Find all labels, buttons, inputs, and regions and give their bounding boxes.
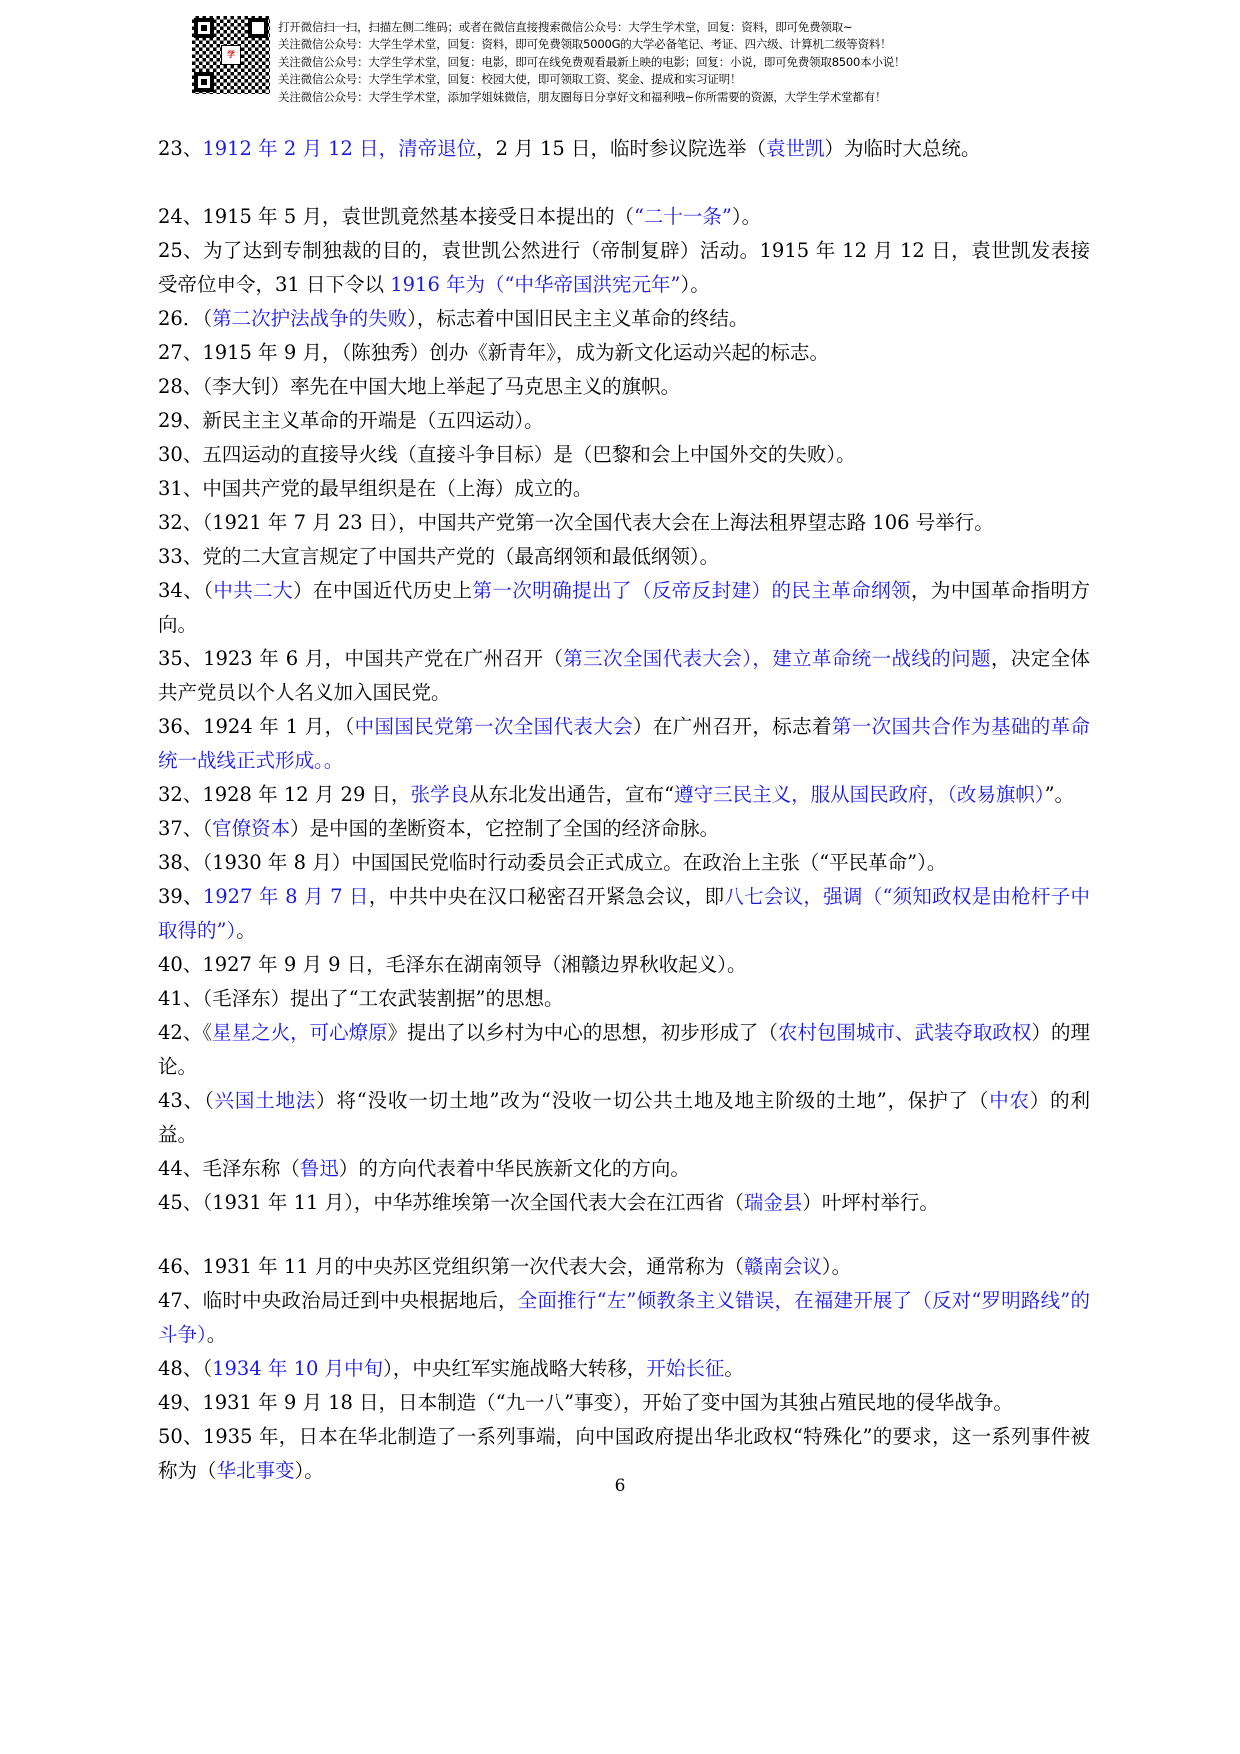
page-number: 6	[614, 1476, 626, 1496]
note-entry-40	[158, 948, 1090, 982]
highlighted-answer: 农村包围城市、武装夺取政权	[777, 1021, 1032, 1044]
highlighted-answer: 开始长征	[646, 1357, 725, 1380]
highlighted-answer: 中国国民党第一次全国代表大会	[354, 715, 634, 738]
note-text: 32、1928 年 12 月 29 日，	[158, 783, 411, 806]
highlighted-answer: 八七会议，强调（“须知政权是由枪杆子中取得的”）	[158, 885, 1090, 942]
note-text: 46、1931 年 11 月的中央苏区党组织第一次代表大会，通常称为（	[158, 1255, 744, 1278]
note-entry-35	[158, 642, 1090, 710]
note-text: ）的理论。	[158, 1021, 1090, 1078]
highlighted-answer: 鲁迅	[299, 1157, 339, 1180]
highlighted-answer: 官僚资本	[212, 817, 291, 840]
note-entry-39	[158, 880, 1090, 948]
note-entry-29	[158, 404, 1090, 438]
highlighted-answer: 第二次护法战争的失败	[212, 307, 408, 330]
highlighted-answer: 1927 年 8 月 7 日	[202, 885, 369, 908]
highlighted-answer: 第三次全国代表大会），建立革命统一战线的问题	[563, 647, 991, 670]
note-entry-43	[158, 1084, 1090, 1152]
note-entry-33	[158, 540, 1090, 574]
study-notes-list	[158, 132, 1090, 1488]
highlighted-answer: 第一次国共合作为基础的革命统一战线正式形成。。	[158, 715, 1090, 772]
note-text: 37、（	[158, 817, 213, 840]
highlighted-answer: 第一次明确提出了（反帝反封建）的民主革命纲领	[472, 579, 911, 602]
note-entry-31	[158, 472, 1090, 506]
note-text: ）的方向代表着中华民族新文化的方向。	[338, 1157, 690, 1180]
note-text: ）为临时大总统。	[824, 137, 981, 160]
note-text: ，决定全体共产党员以个人名义加入国民党。	[158, 647, 1090, 704]
note-text: 41、（毛泽东）提出了“工农武装割据”的思想。	[158, 987, 564, 1010]
note-text: 从东北发出通告，宣布“	[469, 783, 675, 806]
note-entry-37	[158, 812, 1090, 846]
note-text: ）叶坪村举行。	[802, 1191, 939, 1214]
note-text: ）。	[821, 1255, 852, 1278]
note-text: 43、（	[158, 1089, 215, 1112]
qr-code-icon	[192, 16, 270, 94]
note-entry-49	[158, 1386, 1090, 1420]
note-text: 。	[206, 1323, 227, 1346]
qr-center-logo: 学	[221, 45, 241, 65]
note-entry-30	[158, 438, 1090, 472]
note-text: ）在中国近代历史上	[293, 579, 473, 602]
note-text: ）的利益。	[158, 1089, 1090, 1146]
note-entry-41	[158, 982, 1090, 1016]
note-entry-32a	[158, 506, 1090, 540]
note-text: ）在广州召开，标志着	[633, 715, 832, 738]
note-text: 39、	[158, 885, 203, 908]
highlighted-answer: 星星之火，可心燎原	[212, 1021, 388, 1044]
note-text: 38、（1930 年 8 月）中国国民党临时行动委员会正式成立。在政治上主张（“平民革命”）。	[158, 851, 947, 874]
note-text: 48、（	[158, 1357, 213, 1380]
note-entry-24	[158, 200, 1090, 234]
highlighted-answer: 1934 年 10 月中旬	[212, 1357, 384, 1380]
note-text: 30、五四运动的直接导火线（直接斗争目标）是（巴黎和会上中国外交的失败）。	[158, 443, 856, 466]
highlighted-answer: 兴国土地法	[214, 1089, 317, 1112]
note-text: 36、1924 年 1 月，（	[158, 715, 355, 738]
promo-line: 关注微信公众号：大学生学术堂，回复：电影，即可在线免费观看最新上映的电影；回复：小说，即可免费领取8500本小说！	[278, 54, 906, 69]
note-text: ，为中国革命指明方向。	[158, 579, 1090, 636]
note-text: 29、新民主主义革命的开端是（五四运动）。	[158, 409, 544, 432]
note-text: ），标志着中国旧民主主义革命的终结。	[407, 307, 749, 330]
note-text: 33、党的二大宣言规定了中国共产党的（最高纲领和最低纲领）。	[158, 545, 720, 568]
highlighted-answer: 1916 年为（“中华帝国洪宪元年”	[390, 273, 681, 296]
highlighted-answer: 遵守三民主义，服从国民政府，（改易旗帜）	[674, 783, 1045, 806]
highlighted-answer: 全面推行“左”倾教条主义错误，在福建开展了（反对“罗明路线”的斗争）	[158, 1289, 1090, 1346]
note-text: ）是中国的垄断资本，它控制了全国的经济命脉。	[290, 817, 720, 840]
note-text: ）将“没收一切土地”改为“没收一切公共土地及地主阶级的土地”，保护了（	[316, 1089, 990, 1112]
note-text: ）。	[731, 205, 762, 228]
promo-header	[192, 16, 1072, 108]
note-entry-46	[158, 1250, 1090, 1284]
note-text: 32、（1921 年 7 月 23 日），中国共产党第一次全国代表大会在上海法租界望志路 106 号举行。	[158, 511, 994, 534]
highlighted-answer: “二十一条”	[633, 205, 732, 228]
note-entry-23	[158, 132, 1090, 166]
note-text: 44、毛泽东称（	[158, 1157, 300, 1180]
note-text: ），中央红军实施战略大转移，	[383, 1357, 647, 1380]
promo-line: 打开微信扫一扫，扫描左侧二维码；或者在微信直接搜索微信公众号：大学生学术堂，回复：资料，即可免费领取~	[278, 20, 853, 34]
note-text: ，中共中央在汉口秘密召开紧急会议，即	[368, 885, 725, 908]
note-entry-28	[158, 370, 1090, 404]
note-text: 》提出了以乡村为中心的思想，初步形成了（	[387, 1021, 778, 1044]
note-text: 。	[724, 1357, 744, 1380]
highlighted-answer: 张学良	[410, 783, 470, 806]
note-text: 50、1935 年，日本在华北制造了一系列事端，向中国政府提出华北政权“特殊化”的要求，这一系列事件被称为（	[158, 1425, 1090, 1482]
note-entry-47	[158, 1284, 1090, 1352]
note-text: ，2 月 15 日，临时参议院选举（	[476, 137, 766, 160]
note-entry-42	[158, 1016, 1090, 1084]
note-entry-25	[158, 234, 1090, 302]
note-entry-44	[158, 1152, 1090, 1186]
note-text: ”。	[1044, 783, 1075, 806]
promo-text-block	[278, 16, 1072, 106]
note-text: 25、为了达到专制独裁的目的，袁世凯公然进行（帝制复辟）活动。1915 年 12 月 12 日，袁世凯发表接受帝位申令，31 日下令以	[158, 239, 1090, 296]
note-text: ）。	[294, 1459, 324, 1482]
note-entry-26	[158, 302, 1090, 336]
note-text: 45、（1931 年 11 月），中华苏维埃第一次全国代表大会在江西省（	[158, 1191, 744, 1214]
note-entry-34	[158, 574, 1090, 642]
highlighted-answer: 中农	[989, 1089, 1030, 1112]
note-text: 24、1915 年 5 月，袁世凯竟然基本接受日本提出的（	[158, 205, 634, 228]
note-text: 47、临时中央政治局迁到中央根据地后，	[158, 1289, 518, 1312]
note-text: 31、中国共产党的最早组织是在（上海）成立的。	[158, 477, 593, 500]
promo-line: 关注微信公众号：大学生学术堂，回复：校园大使，即可领取工资、奖金、提成和实习证明！	[278, 72, 742, 87]
note-entry-32b	[158, 778, 1090, 812]
note-text: 49、1931 年 9 月 18 日，日本制造（“九一八”事变），开始了变中国为其独占殖民地的侵华战争。	[158, 1391, 1013, 1414]
note-entry-38	[158, 846, 1090, 880]
note-entry-45	[158, 1186, 1090, 1220]
highlighted-answer: 1912 年 2 月 12 日，清帝退位	[202, 137, 477, 160]
note-text: 。	[236, 919, 256, 942]
promo-line: 关注微信公众号：大学生学术堂，回复：资料，即可免费领取5000G的大学必备笔记、考证、四六级、计算机二级等资料！	[278, 37, 892, 52]
note-text: 42、《	[158, 1021, 213, 1044]
note-text: 28、（李大钊）率先在中国大地上举起了马克思主义的旗帜。	[158, 375, 681, 398]
highlighted-answer: 华北事变	[216, 1459, 295, 1482]
note-text: 35、1923 年 6 月，中国共产党在广州召开（	[158, 647, 564, 670]
note-text: 27、1915 年 9 月，（陈独秀）创办《新青年》，成为新文化运动兴起的标志。	[158, 341, 829, 364]
note-entry-48	[158, 1352, 1090, 1386]
promo-line: 关注微信公众号：大学生学术堂，添加学姐妹微信，朋友圈每日分享好文和福利哦~你所需要的资源，大学生学术堂都有！	[278, 89, 887, 104]
highlighted-answer: 赣南会议	[743, 1255, 822, 1278]
highlighted-answer: 袁世凯	[766, 137, 825, 160]
highlighted-answer: 瑞金县	[743, 1191, 803, 1214]
note-text: 23、	[158, 137, 203, 160]
note-text: 40、1927 年 9 月 9 日，毛泽东在湖南领导（湘赣边界秋收起义）。	[158, 953, 747, 976]
note-entry-36	[158, 710, 1090, 778]
note-text: ）。	[680, 273, 710, 296]
note-text: 26．（	[158, 307, 213, 330]
note-entry-27	[158, 336, 1090, 370]
note-text: 34、（	[158, 579, 214, 602]
highlighted-answer: 中共二大	[213, 579, 294, 602]
